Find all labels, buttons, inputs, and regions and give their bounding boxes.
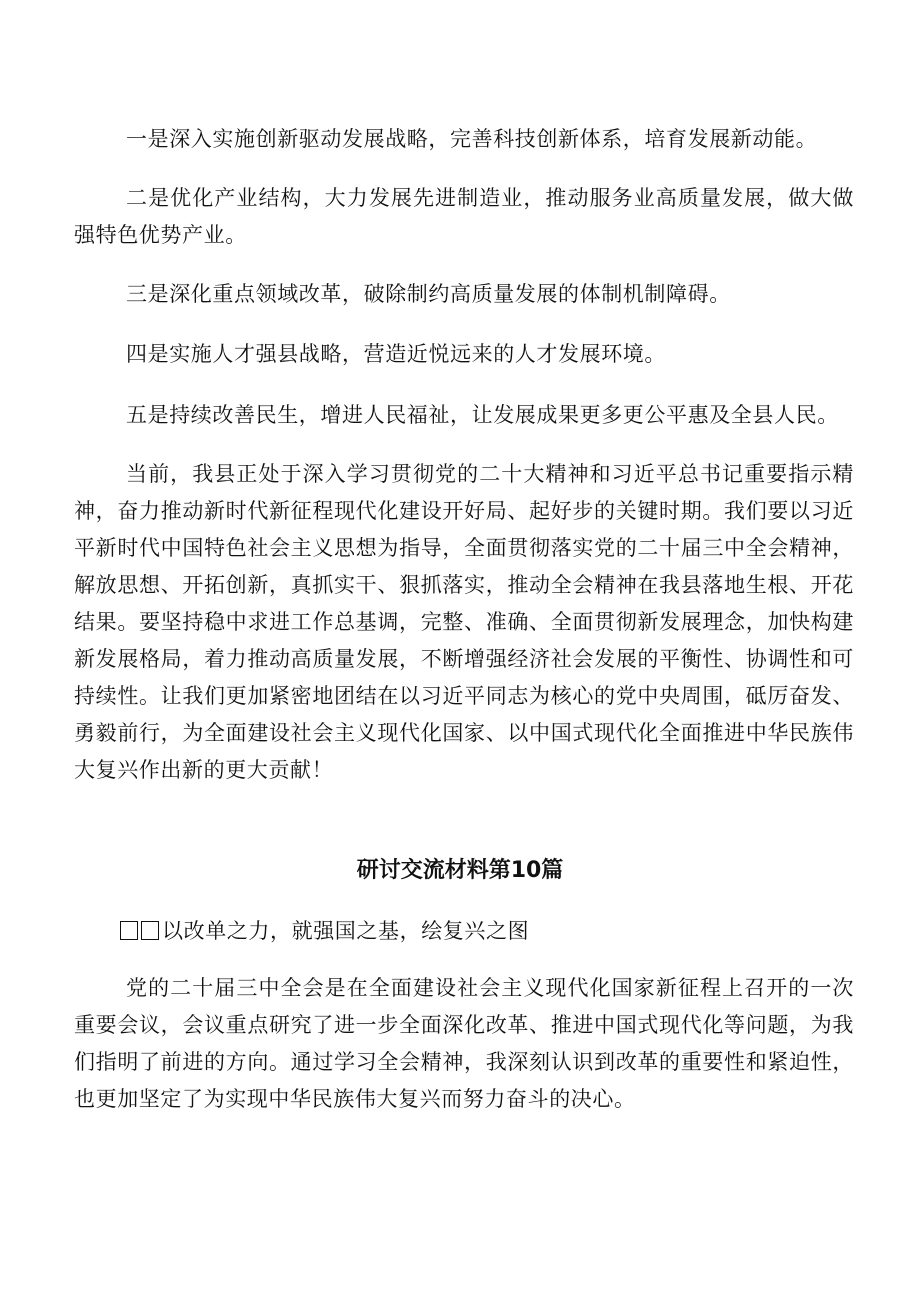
paragraph-reform: 三是深化重点领域改革，破除制约高质量发展的体制机制障碍。 <box>126 282 731 306</box>
paragraph-livelihood: 五是持续改善民生，增进人民福祉，让发展成果更多更公平惠及全县人民。 <box>126 403 839 427</box>
paragraph-industry: 二是优化产业结构，大力发展先进制造业，推动服务业高质量发展，做大做强特色优势产业。 <box>74 186 854 247</box>
paragraph-plenum-intro: 党的二十届三中全会是在全面建设社会主义现代化国家新征程上召开的一次重要会议，会议重点研究了进一步全面深化改革、推进中国式现代化等问题，为我们指明了前进的方向。通过学习全会精神，我深刻认识到改革的重要性和紧迫性，也更加坚定了为实现中华民族伟大复兴而努力奋斗的决心。 <box>74 976 854 1111</box>
subtitle-text: 以改单之力，就强国之基，绘复兴之图 <box>162 919 530 943</box>
section-heading: 研讨交流材料第10篇 <box>356 858 564 883</box>
paragraph-talent: 四是实施人才强县战略，营造近悦远来的人才发展环境。 <box>126 342 666 366</box>
paragraph-innovation: 一是深入实施创新驱动发展战略，完善科技创新体系，培育发展新动能。 <box>126 127 818 151</box>
section-subtitle <box>120 911 529 949</box>
placeholder-box-icon <box>141 921 159 940</box>
placeholder-box-icon <box>120 921 138 940</box>
paragraph-current-situation: 当前，我县正处于深入学习贯彻党的二十大精神和习近平总书记重要指示精神，奋力推动新时代新征程现代化建设开好局、起好步的关键时期。我们要以习近平新时代中国特色社会主义思想为指导，全面贯彻落实党的二十届三中全会精神，解放思想、开拓创新，真抓实干、狠抓落实，推动全会精神在我县落地生根、开花结果。要坚持稳中求进工作总基调，完整、准确、全面贯彻新发展理念，加快构建新发展格局，着力推动高质量发展，不断增强经济社会发展的平衡性、协调性和可持续性。让我们更加紧密地团结在以习近平同志为核心的党中央周围，砥厉奋发、勇毅前行，为全面建设社会主义现代化国家、以中国式现代化全面推进中华民族伟大复兴作出新的更大贡献！ <box>74 462 854 782</box>
